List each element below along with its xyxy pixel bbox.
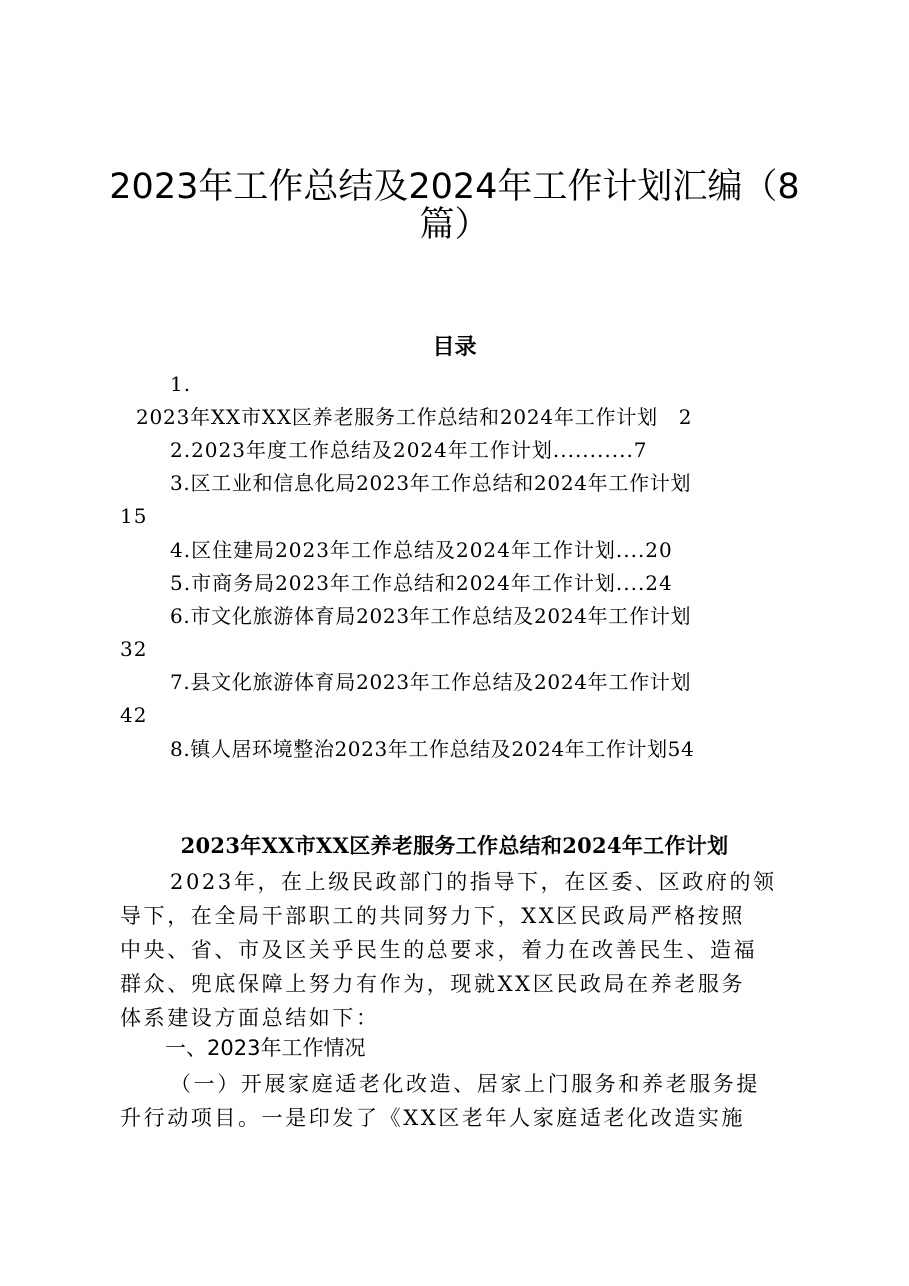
toc-entry-7-text[interactable]: 7.县文化旅游体育局2023年工作总结及2024年工作计划 xyxy=(170,670,692,694)
document-title-line-1: 2023年工作总结及2024年工作计划汇编（8 xyxy=(109,167,800,207)
article-title: 2023年XX市XX区养老服务工作总结和2024年工作计划 xyxy=(180,833,729,858)
toc-entry-8[interactable]: 8.镇人居环境整治2023年工作总结及2024年工作计划54 xyxy=(170,737,695,761)
toc-entry-3-page[interactable]: 15 xyxy=(120,504,148,528)
intro-line-4: 群众、兜底保障上努力有作为，现就XX区民政局在养老服务 xyxy=(120,972,746,996)
section-line-1: （一）开展家庭适老化改造、居家上门服务和养老服务提 xyxy=(170,1072,760,1096)
section-heading: 一、2023年工作情况 xyxy=(165,1036,366,1060)
toc-entry-5[interactable]: 5.市商务局2023年工作总结和2024年工作计划....24 xyxy=(170,571,673,595)
intro-line-3: 中央、省、市及区关乎民生的总要求，着力在改善民生、造福 xyxy=(120,938,758,962)
toc-entry-6-page[interactable]: 32 xyxy=(120,637,148,661)
toc-entry-4[interactable]: 4.区住建局2023年工作总结及2024年工作计划....20 xyxy=(170,538,673,562)
toc-heading: 目录 xyxy=(432,334,477,360)
document-title-line-2: 篇） xyxy=(419,205,490,245)
toc-entry-3-text[interactable]: 3.区工业和信息化局2023年工作总结和2024年工作计划 xyxy=(170,471,692,495)
toc-entry-6-text[interactable]: 6.市文化旅游体育局2023年工作总结及2024年工作计划 xyxy=(170,604,692,628)
section-line-2: 升行动项目。一是印发了《XX区老年人家庭适老化改造实施 xyxy=(120,1106,746,1130)
intro-line-2: 导下，在全局干部职工的共同努力下，XX区民政局严格按照 xyxy=(120,904,746,928)
toc-entry-2[interactable]: 2.2023年度工作总结及2024年工作计划...........7 xyxy=(170,438,648,462)
toc-entry-7-page[interactable]: 42 xyxy=(120,703,148,727)
intro-line-5: 体系建设方面总结如下： xyxy=(120,1006,380,1030)
intro-line-1: 2023年，在上级民政部门的指导下，在区委、区政府的领 xyxy=(170,870,777,894)
toc-entry-1-number[interactable]: 1. xyxy=(170,372,192,396)
toc-entry-1-text[interactable]: 2023年XX市XX区养老服务工作总结和2024年工作计划 2 xyxy=(136,405,693,429)
